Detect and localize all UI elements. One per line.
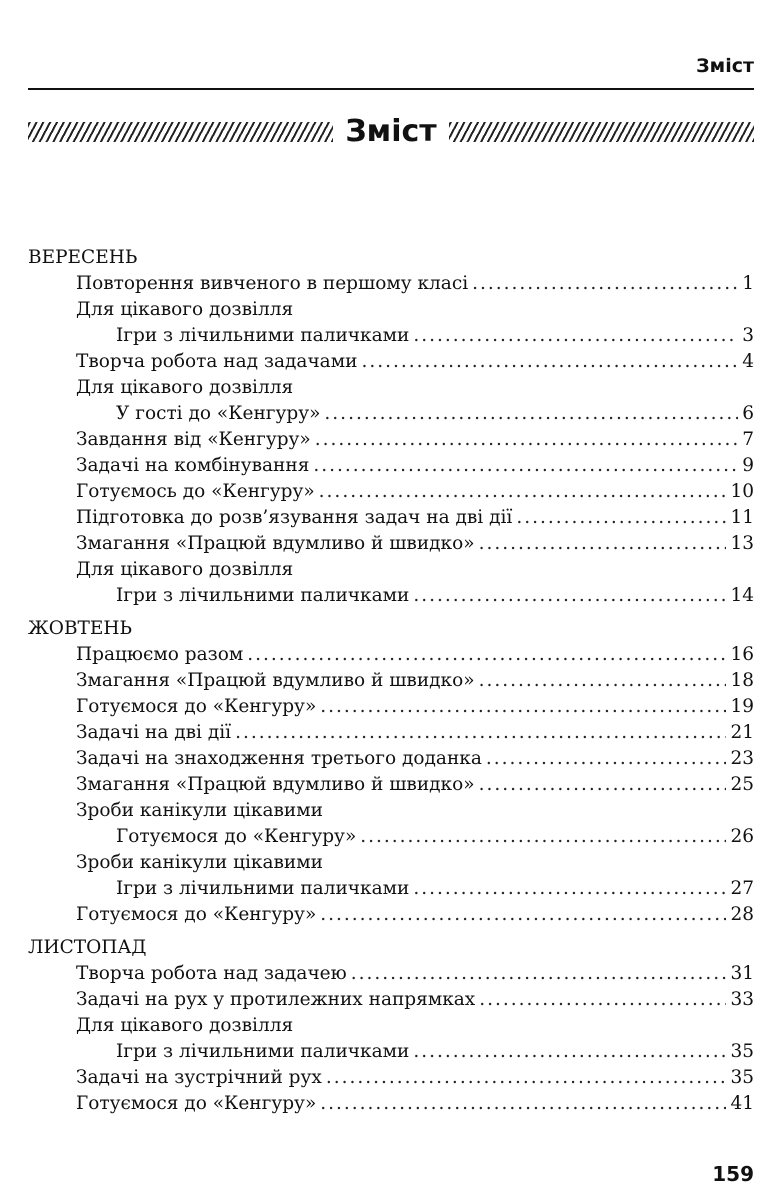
title-banner bbox=[28, 112, 754, 152]
toc-section bbox=[28, 935, 754, 1117]
toc-page-number: 13 bbox=[730, 533, 754, 554]
toc-page-number: 3 bbox=[742, 325, 754, 346]
toc-entry[interactable] bbox=[28, 401, 754, 427]
toc-entry[interactable] bbox=[28, 583, 754, 609]
dot-leader bbox=[472, 271, 738, 297]
toc-entry[interactable] bbox=[28, 876, 754, 902]
toc-entry-title: Зроби канікули цікавими bbox=[76, 852, 323, 873]
toc-page-number: 6 bbox=[742, 403, 754, 424]
toc-subentry-title: У гості до «Кенгуру» bbox=[116, 403, 321, 424]
toc-entry-title: Змагання «Працюй вдумливо й швидко» bbox=[76, 670, 475, 691]
toc-group-heading bbox=[28, 798, 754, 824]
hatch-ornament-right bbox=[449, 122, 754, 142]
toc-entry[interactable] bbox=[28, 1091, 754, 1117]
toc-page-number: 7 bbox=[742, 429, 754, 450]
toc-group-heading bbox=[28, 297, 754, 323]
dot-leader bbox=[413, 1039, 726, 1065]
toc-entry-title: Готуємось до «Кенгуру» bbox=[76, 481, 315, 502]
toc-entry[interactable] bbox=[28, 1039, 754, 1065]
toc-page-number: 1 bbox=[742, 273, 754, 294]
dot-leader bbox=[413, 876, 726, 902]
toc-subentry-title: Ігри з лічильними паличками bbox=[116, 1041, 410, 1062]
toc-entry[interactable] bbox=[28, 824, 754, 850]
toc-section bbox=[28, 616, 754, 928]
toc-entry-title: Завдання від «Кенгуру» bbox=[76, 429, 311, 450]
dot-leader bbox=[351, 961, 727, 987]
toc-entry-title: Задачі на дві дії bbox=[76, 722, 232, 743]
toc-entry-title: Повторення вивченого в першому класі bbox=[76, 273, 469, 294]
toc-page-number: 4 bbox=[742, 351, 754, 372]
toc-entry[interactable] bbox=[28, 505, 754, 531]
dot-leader bbox=[413, 323, 738, 349]
page-number: 159 bbox=[712, 1162, 754, 1186]
toc-entry-title: Для цікавого дозвілля bbox=[76, 1015, 294, 1036]
dot-leader bbox=[361, 349, 738, 375]
toc-entry-title: Зроби канікули цікавими bbox=[76, 800, 323, 821]
toc-page-number: 14 bbox=[730, 585, 754, 606]
toc-page-number: 9 bbox=[742, 455, 754, 476]
dot-leader bbox=[479, 987, 726, 1013]
month-heading: ЖОВТЕНЬ bbox=[28, 618, 132, 639]
toc-entry-title: Задачі на зустрічний рух bbox=[76, 1067, 322, 1088]
toc-page-number: 18 bbox=[730, 670, 754, 691]
running-head: Зміст bbox=[696, 55, 754, 77]
toc-page-number: 21 bbox=[730, 722, 754, 743]
toc-entry[interactable] bbox=[28, 987, 754, 1013]
toc-page-number: 23 bbox=[730, 748, 754, 769]
toc-entry[interactable] bbox=[28, 271, 754, 297]
dot-leader bbox=[516, 505, 726, 531]
dot-leader bbox=[320, 902, 726, 928]
toc-entry-title: Готуємося до «Кенгуру» bbox=[76, 696, 317, 717]
month-heading: ВЕРЕСЕНЬ bbox=[28, 247, 138, 268]
dot-leader bbox=[479, 531, 727, 557]
toc-page-number: 19 bbox=[730, 696, 754, 717]
toc-entry[interactable] bbox=[28, 349, 754, 375]
toc-entry[interactable] bbox=[28, 531, 754, 557]
toc-group-heading bbox=[28, 850, 754, 876]
toc-entry-title: Для цікавого дозвілля bbox=[76, 377, 294, 398]
toc-entry[interactable] bbox=[28, 772, 754, 798]
dot-leader bbox=[486, 746, 727, 772]
toc-subentry-title: Ігри з лічильними паличками bbox=[116, 325, 410, 346]
month-heading: ЛИСТОПАД bbox=[28, 937, 147, 958]
toc-entry[interactable] bbox=[28, 961, 754, 987]
dot-leader bbox=[320, 694, 726, 720]
toc-page-number: 16 bbox=[730, 644, 754, 665]
toc-page-number: 33 bbox=[730, 989, 754, 1010]
toc-page-number: 28 bbox=[730, 904, 754, 925]
dot-leader bbox=[235, 720, 726, 746]
toc-entry-title: Змагання «Працюй вдумливо й швидко» bbox=[76, 533, 475, 554]
toc-entry-title: Задачі на комбінування bbox=[76, 455, 310, 476]
toc-entry[interactable] bbox=[28, 668, 754, 694]
toc-page-number: 35 bbox=[730, 1041, 754, 1062]
toc-page-number: 35 bbox=[730, 1067, 754, 1088]
dot-leader bbox=[479, 772, 727, 798]
toc-section bbox=[28, 245, 754, 609]
dot-leader bbox=[360, 824, 726, 850]
toc-entry[interactable] bbox=[28, 1065, 754, 1091]
toc-entry-title: Готуємося до «Кенгуру» bbox=[76, 904, 317, 925]
dot-leader bbox=[320, 1091, 726, 1117]
dot-leader bbox=[324, 401, 738, 427]
toc-group-heading bbox=[28, 375, 754, 401]
toc-entry-title: Працюємо разом bbox=[76, 644, 244, 665]
toc-page-number: 25 bbox=[730, 774, 754, 795]
dot-leader bbox=[313, 453, 738, 479]
toc-entry[interactable] bbox=[28, 902, 754, 928]
toc-page-number: 31 bbox=[730, 963, 754, 984]
dot-leader bbox=[413, 583, 726, 609]
toc-page-number: 10 bbox=[730, 481, 754, 502]
toc-entry[interactable] bbox=[28, 427, 754, 453]
toc-entry[interactable] bbox=[28, 453, 754, 479]
toc-page-number: 26 bbox=[730, 826, 754, 847]
toc-entry-title: Задачі на рух у протилежних напрямках bbox=[76, 989, 476, 1010]
toc-page-number: 27 bbox=[730, 878, 754, 899]
toc-entry-title: Підготовка до розв’язування задач на дві дії bbox=[76, 507, 513, 528]
dot-leader bbox=[247, 642, 726, 668]
hatch-ornament-left bbox=[28, 122, 333, 142]
toc-entry-title: Для цікавого дозвілля bbox=[76, 299, 294, 320]
toc-entry[interactable] bbox=[28, 642, 754, 668]
toc-subentry-title: Ігри з лічильними паличками bbox=[116, 585, 410, 606]
dot-leader bbox=[319, 479, 727, 505]
toc-entry-title: Для цікавого дозвілля bbox=[76, 559, 294, 580]
toc-entry[interactable] bbox=[28, 323, 754, 349]
toc-entry-title: Готуємося до «Кенгуру» bbox=[76, 1093, 317, 1114]
toc-page-number: 41 bbox=[730, 1093, 754, 1114]
toc-page-number: 11 bbox=[730, 507, 754, 528]
dot-leader bbox=[326, 1065, 727, 1091]
toc-group-heading bbox=[28, 557, 754, 583]
table-of-contents bbox=[28, 245, 754, 1124]
header-rule bbox=[28, 88, 754, 90]
toc-entry[interactable] bbox=[28, 694, 754, 720]
toc-subentry-title: Ігри з лічильними паличками bbox=[116, 878, 410, 899]
toc-subentry-title: Готуємося до «Кенгуру» bbox=[116, 826, 357, 847]
toc-entry[interactable] bbox=[28, 746, 754, 772]
toc-entry[interactable] bbox=[28, 720, 754, 746]
toc-entry-title: Задачі на знаходження третього доданка bbox=[76, 748, 482, 769]
dot-leader bbox=[479, 668, 727, 694]
toc-entry[interactable] bbox=[28, 479, 754, 505]
toc-entry-title: Творча робота над задачами bbox=[76, 351, 358, 372]
dot-leader bbox=[315, 427, 738, 453]
page-title: Зміст bbox=[345, 114, 437, 149]
toc-group-heading bbox=[28, 1013, 754, 1039]
toc-entry-title: Творча робота над задачею bbox=[76, 963, 347, 984]
toc-entry-title: Змагання «Працюй вдумливо й швидко» bbox=[76, 774, 475, 795]
